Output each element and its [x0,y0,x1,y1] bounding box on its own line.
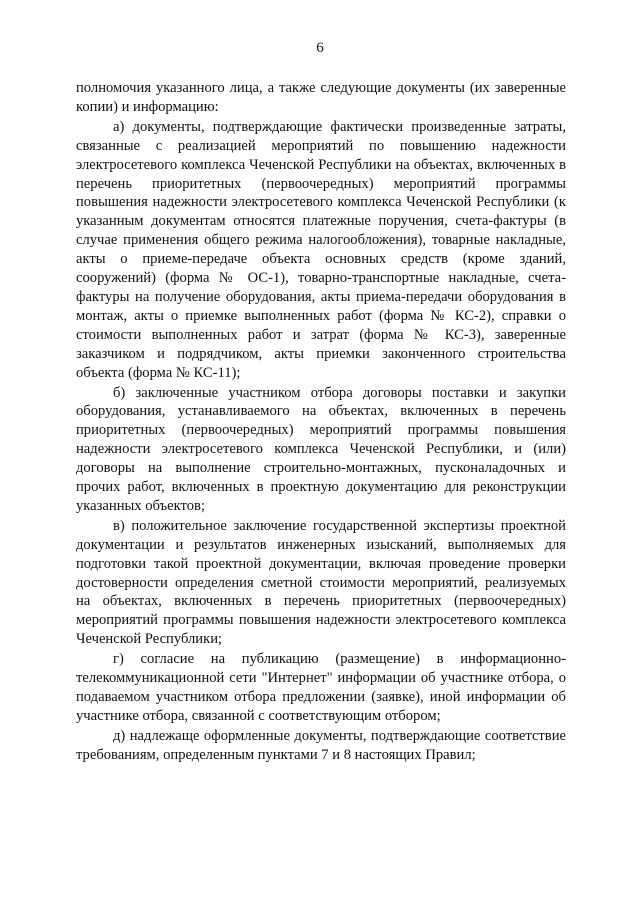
paragraph-item-g: г) согласие на публикацию (размещение) в информационно-телекоммуникационной сети "Интернет" информации об участнике отбора, о подаваемом участником отбора предложении (заявке), иной информации об участнике отбора, связанной с соответствующим отбором; [76,651,566,724]
paragraph-item-a: а) документы, подтверждающие фактически произведенные затраты, связанные с реализацией мероприятий по повышению надежности электросетевого комплекса Чеченской Республики на объектах, включенных в перечень приоритетных (первоочередных) мероприятий программы повышения надежности электросетевого комплекса Чеченской Республики (к указанным документам относятся платежные поручения, счета-фактуры (в случае применения общего режима налогообложения), товарные накладные, акты о приеме-передаче объекта основных средств (кроме зданий, сооружений) (форма № ОС-1), товарно-транспортные накладные, счета-фактуры на получение оборудования, акты приема-передачи оборудования в монтаж, акты о приемке выполненных работ (форма № КС-2), справки о стоимости выполненных работ и затрат (форма № КС-3), заверенные заказчиком и подрядчиком, акты приемки законченного строительства объекта (форма № КС-11); [76,118,566,381]
paragraph-item-v: в) положительное заключение государственной экспертизы проектной документации и результатов инженерных изысканий, выполняемых для подготовки такой проектной документации, включая проведение проверки достоверности определения сметной стоимости мероприятий, реализуемых на объектах, включенных в перечень приоритетных (первоочередных) мероприятий программы повышения надежности электросетевого комплекса Чеченской Республики; [76,517,566,648]
paragraph-item-b: б) заключенные участником отбора договоры поставки и закупки оборудования, устанавливаемого на объектах, включенных в перечень приоритетных (первоочередных) мероприятий программы повышения надежности электросетевого комплекса Чеченской Республики, и (или) договоры на выполнение строительно-монтажных, пусконаладочных и прочих работ, включенных в проектную документацию для реконструкции указанных объектов; [76,384,566,514]
page-number: 6 [316,40,324,56]
paragraph-intro-continuation: полномочия указанного лица, а также следующие документы (их заверенные копии) и информацию: [76,80,566,115]
paragraph-item-d: д) надлежаще оформленные документы, подтверждающие соответствие требованиям, определенным пунктами 7 и 8 настоящих Правил; [76,727,566,763]
document-body [76,79,566,765]
